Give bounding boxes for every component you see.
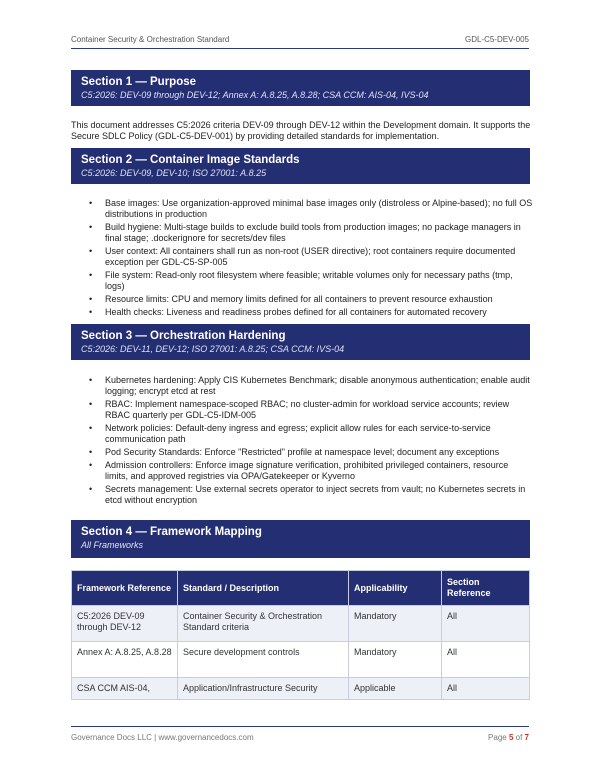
- page-number: [488, 733, 529, 742]
- page-label: Page: [488, 733, 507, 742]
- table-cell: Annex A: A.8.25, A.8.28: [72, 642, 178, 678]
- table-cell: Application/Infrastructure Security: [178, 678, 349, 700]
- section-2-list: [71, 198, 533, 320]
- page-of-label: of: [515, 733, 523, 742]
- section-2-subtitle: C5:2026: DEV-09, DEV-10; ISO 27001: A.8.25: [81, 168, 267, 178]
- list-item: • File system: Read-only root filesystem where feasible; writable volumes only for necessary paths (tmp, logs): [71, 270, 533, 292]
- column-header: Section Reference: [442, 571, 530, 606]
- section-1-subtitle: C5:2026: DEV-09 through DEV-12; Annex A: A.8.25, A.8.28; CSA CCM: AIS-04, IVS-04: [81, 90, 429, 100]
- list-item: • Build hygiene: Multi-stage builds to exclude build tools from production images; no package managers in final stage; .dockerignore for secrets/dev files: [71, 222, 533, 244]
- section-1-paragraph: This document addresses C5:2026 criteria DEV-09 through DEV-12 within the Development domain. It supports the Secure SDLC Policy (GDL-C5-DEV-001) by providing detailed standards for implementation.: [71, 120, 531, 141]
- page-header: [71, 32, 529, 49]
- list-item: • RBAC: Implement namespace-scoped RBAC; no cluster-admin for workload service accounts; review RBAC quarterly per GDL-C5-IDM-005: [71, 399, 533, 421]
- company-line: Governance Docs LLC | www.governancedocs.com: [71, 733, 254, 742]
- table-cell: Applicable: [349, 678, 442, 700]
- list-item: • Resource limits: CPU and memory limits defined for all containers to prevent resource exhaustion: [71, 294, 533, 305]
- section-4-subtitle: All Frameworks: [81, 540, 144, 550]
- list-item: • Kubernetes hardening: Apply CIS Kubernetes Benchmark; disable anonymous authentication; enable audit logging; encrypt etcd at rest: [71, 375, 533, 397]
- list-item: • Health checks: Liveness and readiness probes defined for all containers for automated recovery: [71, 307, 533, 318]
- table-row: [72, 642, 530, 678]
- table-cell: Mandatory: [349, 606, 442, 642]
- list-item: • Base images: Use organization-approved minimal base images only (distroless or Alpine-based); no full OS distributions in production: [71, 198, 533, 220]
- table-row: [72, 678, 530, 700]
- section-2-header: [71, 148, 530, 184]
- section-1-header: [71, 70, 530, 106]
- current-page: 5: [508, 733, 514, 742]
- column-header: Applicability: [349, 571, 442, 606]
- table-cell: All: [442, 606, 530, 642]
- list-item: • Network policies: Default-deny ingress and egress; explicit allow rules for each service-to-service communication path: [71, 423, 533, 445]
- list-item: • Admission controllers: Enforce image signature verification, prohibited privileged containers, resource limits, and approved registries via OPA/Gatekeeper or Kyverno: [71, 460, 533, 482]
- table-header-row: [72, 571, 530, 606]
- table-cell: Container Security & Orchestration Standard criteria: [178, 606, 349, 642]
- total-pages: 7: [524, 733, 529, 742]
- document-id: GDL-C5-DEV-005: [464, 35, 529, 44]
- section-3-title: Section 3 — Orchestration Hardening: [81, 330, 286, 342]
- table-row: [72, 606, 530, 642]
- section-3-subtitle: C5:2026: DEV-11, DEV-12; ISO 27001: A.8.25; CSA CCM: IVS-04: [81, 344, 345, 354]
- section-3-header: [71, 324, 530, 360]
- table-cell: All: [442, 678, 530, 700]
- column-header: Framework Reference: [72, 571, 178, 606]
- list-item: • User context: All containers shall run as non-root (USER directive); root containers require documented exception per GDL-C5-SP-005: [71, 246, 533, 268]
- table-cell: Mandatory: [349, 642, 442, 678]
- list-item: • Pod Security Standards: Enforce "Restricted" profile at namespace level; document any exceptions: [71, 447, 533, 458]
- framework-mapping-table: [71, 570, 530, 700]
- page-footer: [71, 726, 529, 742]
- column-header: Standard / Description: [178, 571, 349, 606]
- section-4-header: [71, 520, 530, 558]
- section-4-title: Section 4 — Framework Mapping: [81, 526, 262, 538]
- table-cell: All: [442, 642, 530, 678]
- table-cell: C5:2026 DEV-09 through DEV-12: [72, 606, 178, 642]
- section-2-title: Section 2 — Container Image Standards: [81, 154, 300, 166]
- document-title: Container Security & Orchestration Standard: [71, 35, 230, 44]
- section-3-list: [71, 375, 533, 508]
- table-cell: CSA CCM AIS-04,: [72, 678, 178, 700]
- list-item: • Secrets management: Use external secrets operator to inject secrets from vault; no Kubernetes secrets in etcd without encryption: [71, 484, 533, 506]
- table-cell: Secure development controls: [178, 642, 349, 678]
- section-1-title: Section 1 — Purpose: [81, 76, 197, 88]
